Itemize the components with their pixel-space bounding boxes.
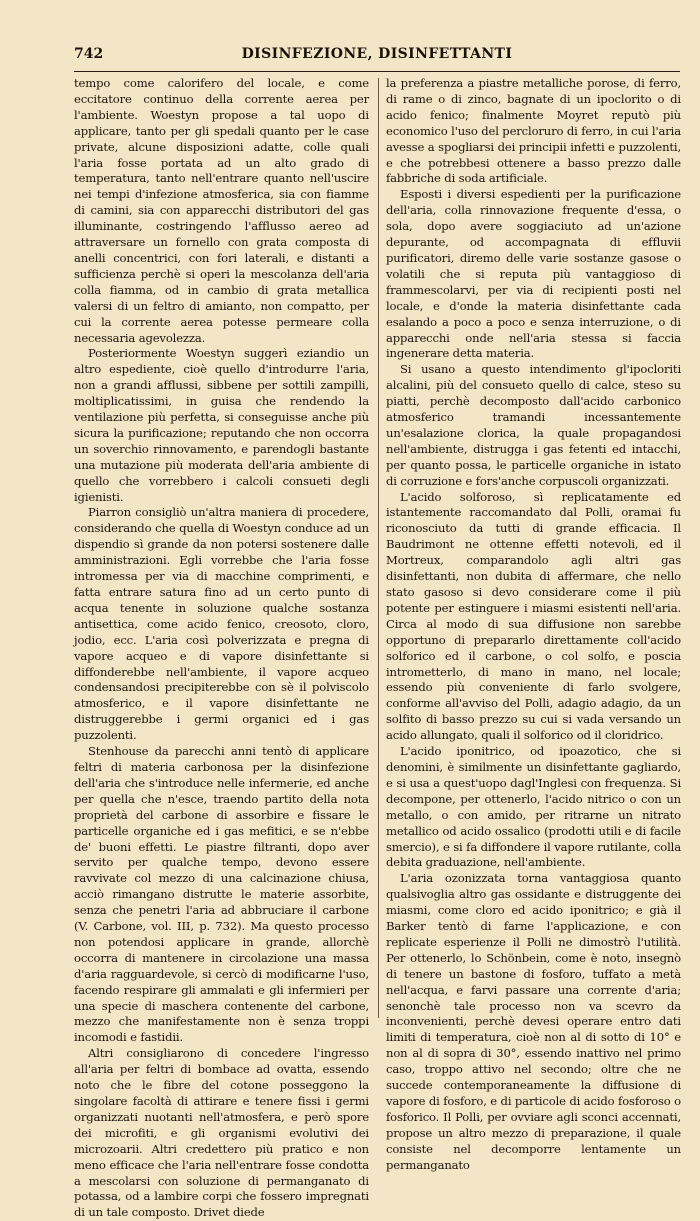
right-column [386, 76, 682, 1172]
paragraph: Stenhouse da parecchi anni tentò di applicare feltri di materia carbonosa per la disinfezione dell'aria che s'introduce nelle infermerie, ed anche per quella che n'esce, traendo partito della nota proprietà del carbone di assorbire e fissare le particelle organiche ed i gas mefitici, e se n'ebbe de' buoni effetti. Le piastre filtranti, dopo aver servito per qualche tempo, devono essere ravvivate col mezzo di una calcinazione chiusa, acciò rimangano distrutte le materie assorbite, senza che penetri l'aria ad abbruciare il carbone (V. Carbone, vol. III, p. 732). Ma questo processo non potendosi applicare in grande, allorchè occorra di mantenere in circolazione una massa d'aria ragguardevole, si cercò di modificarne l'uso, facendo respirare gli ammalati e gli infermieri per una specie di maschera contenente del carbone, mezzo che manifestamente non è senza troppi incomodi e fastidii. [74, 744, 369, 1045]
paragraph: L'acido solforoso, sì replicatamente ed istantemente raccomandato dal Polli, oramai fu riconosciuto da tutti di grande efficacia. Il Baudrimont ne ottenne effetti notevoli, ed il Mortreux, comparandolo agli altri gas disinfettanti, non dubita di affermare, che nello stato gasoso si devo considerare come il più potente per estinguere i miasmi esistenti nell'aria. Circa al modo di sua diffusione non sarebbe opportuno di prepararlo direttamente coll'acido solforico ed il carbone, o col solfo, e poscia intrometterlo, di mano in mano, nel locale; essendo più conveniente di farlo svolgere, conforme all'avviso del Polli, adagio adagio, da un solfito di basso prezzo su cui si vada versando un acido allungato, quali il solforico od il cloridrico. [386, 489, 681, 743]
paragraph: la preferenza a piastre metalliche porose, di ferro, di rame o di zinco, bagnate di un ipoclorito o di acido fenico; finalmente Moyret reputò più economico l'uso del percloruro di ferro, in cui l'aria avesse a spogliarsi dei principii infetti e puzzolenti, e che potrebbesi ottenere a basso prezzo dalle fabbriche di soda artificiale. [386, 76, 682, 186]
paragraph: Esposti i diversi espedienti per la purificazione dell'aria, colla rinnovazione frequente d'essa, o sola, dopo avere soggiaciuto ad un'azione depurante, od accompagnata di effluvii purificatori, diremo delle varie sostanze gasose o volatili che si reputa più vantaggioso di frammescolarvi, per via di recipienti posti nel locale, e d'onde la materia disinfettante cada esalando a poco a poco e senza interruzione, o di apparecchi onde nell'aria stessa si faccia ingenerare detta materia. [386, 187, 681, 361]
column-divider [378, 78, 379, 1018]
paragraph: Piarron consigliò un'altra maniera di procedere, considerando che quella di Woestyn conduce ad un dispendio sì grande da non potersi sostenere dalle amministrazioni. Egli vorrebbe che l'aria fosse intromessa per via di macchine comprimenti, e fatta entrare satura fino ad un certo punto di acqua tenente in soluzione qualche sostanza antisettica, come acido fenico, creosoto, cloro, jodio, ecc. L'aria così polverizzata e pregna di vapore acqueo e di vapore disinfettante si diffonderebbe nell'ambiente, il vapore acqueo condensandosi precipiterebbe con sè il polviscolo atmosferico, e il vapore disinfettante ne distruggerebbe i germi organici ed i gas puzzolenti. [74, 505, 369, 743]
paragraph: L'acido iponitrico, od ipoazotico, che si denomini, è similmente un disinfettante gagliardo, e si usa a quest'uopo dagl'Inglesi con frequenza. Si decompone, per ottenerlo, l'acido nitrico o con un metallo, o con amido, per ritrarne un nitrato metallico od acido ossalico (prodotti utili e di facile smercio), e si fa diffondere il vapore rutilante, colla debita graduazione, nell'ambiente. [386, 744, 681, 870]
page-header [74, 46, 680, 66]
paragraph: L'aria ozonizzata torna vantaggiosa quanto qualsivoglia altro gas ossidante e distruggente dei miasmi, come cloro ed acido iponitrico; e già il Barker tentò di farne l'applicazione, e con replicate esperienze il Polli ne dimostrò l'utilità. Per ottenerlo, lo Schönbein, come è noto, insegnò di tenere un bastone di fosforo, tuffato a metà nell'acqua, e farvi passare una corrente d'aria; senonchè tale processo non va scevro da inconvenienti, perchè devesi operare entro dati limiti di temperatura, cioè non al di sotto di 10° e non al di sopra di 30°, essendo inattivo nel primo caso, troppo attivo nel secondo; oltre che ne succede contemporaneamente la diffusione di vapore di fosforo, e di particole di acido fosforoso o fosforico. Il Polli, per ovviare agli sconci accennati, propose un altro mezzo di preparazione, il quale consiste nel decomporre lentamente un permanganato [386, 871, 682, 1172]
paragraph: Si usano a questo intendimento gl'ipocloriti alcalini, più del consueto quello di calce, steso su piatti, perchè decomposto dall'acido carbonico atmosferico tramandi incessantemente un'esalazione clorica, la quale propagandosi nell'ambiente, distrugga i gas fetenti ed intacchi, per quanto possa, le particelle organiche in istato di corruzione e fors'anche corpuscoli organizzati. [386, 362, 681, 488]
paragraph: Altri consigliarono di concedere l'ingresso all'aria per feltri di bombace ad ovatta, essendo noto che le fibre del cotone posseggono la singolare facoltà di attirare e tenere fissi i germi organizzati nuotanti nell'atmosfera, e però spore dei microfiti, e gli organismi evolutivi dei microzoarii. Altri credettero più pratico e non meno efficace che l'aria nell'entrare fosse condotta a mescolarsi con soluzione di permanganato di potassa, od a lambire corpi che fossero impregnati di un tale composto. Drivet diede [74, 1046, 369, 1220]
page-number: 742 [74, 46, 104, 62]
left-column [74, 76, 369, 1220]
paragraph: Posteriormente Woestyn suggerì eziandio un altro espediente, cioè quello d'introdurre l'aria, non a grandi afflussi, sibbene per sottili zampilli, moltiplicatissimi, in guisa che rendendo la ventilazione più perfetta, si conseguisse anche più sicura la purificazione; reputando che non occorra un soverchio rinnovamento, e parendogli bastante una mutazione più moderata dell'aria ambiente di quello che vorrebbero i calcoli consueti degli igienisti. [74, 346, 369, 504]
paragraph: tempo come calorifero del locale, e come eccitatore continuo della corrente aerea per l'ambiente. Woestyn propose a tal uopo di applicare, tanto per gli spedali quanto per le case private, alcune disposizioni adatte, colle quali l'aria fosse portata ad un alto grado di temperatura, tanto nell'entrare quanto nell'uscire nei tempi d'infezione atmosferica, sia con fiamme di camini, sia con apparecchi distributori del gas illuminante, costringendo l'afflusso aereo ad attraversare un fornello con grata composta di anelli concentrici, con fori laterali, e distanti a sufficienza perchè si operi la mescolanza dell'aria colla fiamma, od in cambio di grata metallica valersi di un feltro di amianto, non compatto, per cui la corrente aerea potesse permeare colla necessaria agevolezza. [74, 76, 369, 345]
header-rule [74, 71, 680, 72]
running-title: DISINFEZIONE, DISINFETTANTI [241, 46, 513, 62]
